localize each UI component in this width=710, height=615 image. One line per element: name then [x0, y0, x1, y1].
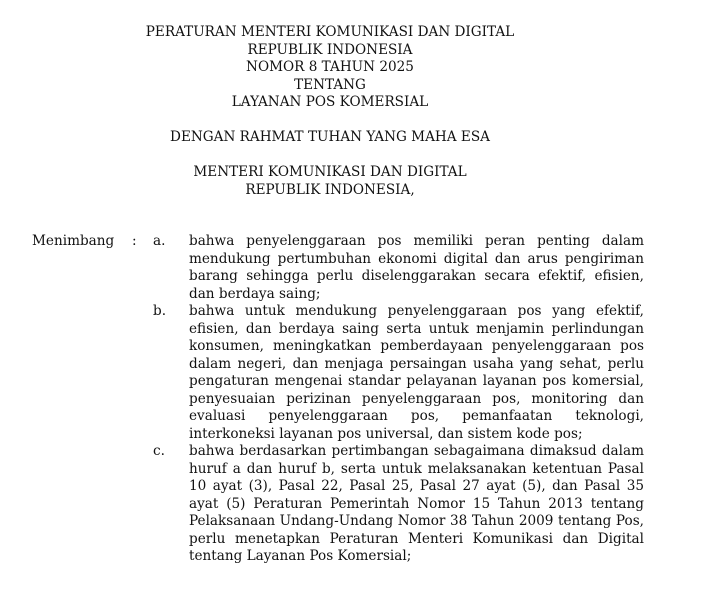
- considering-colon: :: [132, 233, 137, 249]
- regulation-about: TENTANG: [294, 76, 366, 93]
- considering-item-c: [0, 443, 710, 566]
- considering-label: Menimbang: [32, 233, 115, 249]
- minister-title-line-1: MENTERI KOMUNIKASI DAN DIGITAL: [193, 164, 467, 180]
- regulation-subject: LAYANAN POS KOMERSIAL: [231, 94, 429, 110]
- invocation: DENGAN RAHMAT TUHAN YANG MAHA ESA: [170, 129, 490, 145]
- regulation-title-line-2: REPUBLIK INDONESIA: [247, 41, 413, 58]
- regulation-title-line-1: PERATURAN MENTERI KOMUNIKASI DAN DIGITAL: [145, 24, 515, 40]
- item-letter: b.: [153, 303, 167, 319]
- item-letter: a.: [153, 233, 166, 249]
- regulation-heading: [0, 24, 660, 199]
- item-text: bahwa berdasarkan pertimbangan sebagaimana dimaksud dalam huruf a dan huruf b, serta untuk melaksanakan ketentuan Pasal 10 ayat (3), Pasal 22, Pasal 25, Pasal 27 ayat (5), dan Pasal 35 ayat (5) Peraturan Pemerintah Nomor 15 Tahun 2013 tentang Pelaksanaan Undang-Undang Nomor 38 Tahun 2009 tentang Pos, perlu menetapkan Peraturan Menteri Komunikasi dan Digital tentang Layanan Pos Komersial;: [189, 443, 644, 564]
- item-letter: c.: [153, 443, 165, 459]
- regulation-number: NOMOR 8 TAHUN 2025: [246, 59, 414, 75]
- item-text: bahwa untuk mendukung penyelenggaraan pos yang efektif, efisien, dan berdaya saing serta untuk menjamin perlindungan konsumen, meningkatkan pemberdayaan penyelenggaraan pos dalam negeri, dan menjaga persaingan usaha yang sehat, perlu pengaturan mengenai standar pelayanan layanan pos komersial, penyesuaian perizinan penyelenggaraan pos, monitoring dan evaluasi penyelenggaraan pos, pemanfaatan teknologi, interkoneksi layanan pos universal, dan sistem kode pos;: [189, 303, 644, 442]
- item-text: bahwa penyelenggaraan pos memiliki peran penting dalam mendukung pertumbuhan ekonomi digital dan arus pengiriman barang sehingga perlu diselenggarakan secara efektif, efisien, dan berdaya saing;: [189, 233, 644, 302]
- considering-section: [0, 233, 710, 566]
- considering-item-a: [0, 233, 710, 303]
- minister-title-line-2: REPUBLIK INDONESIA,: [245, 181, 415, 198]
- considering-item-b: [0, 303, 710, 443]
